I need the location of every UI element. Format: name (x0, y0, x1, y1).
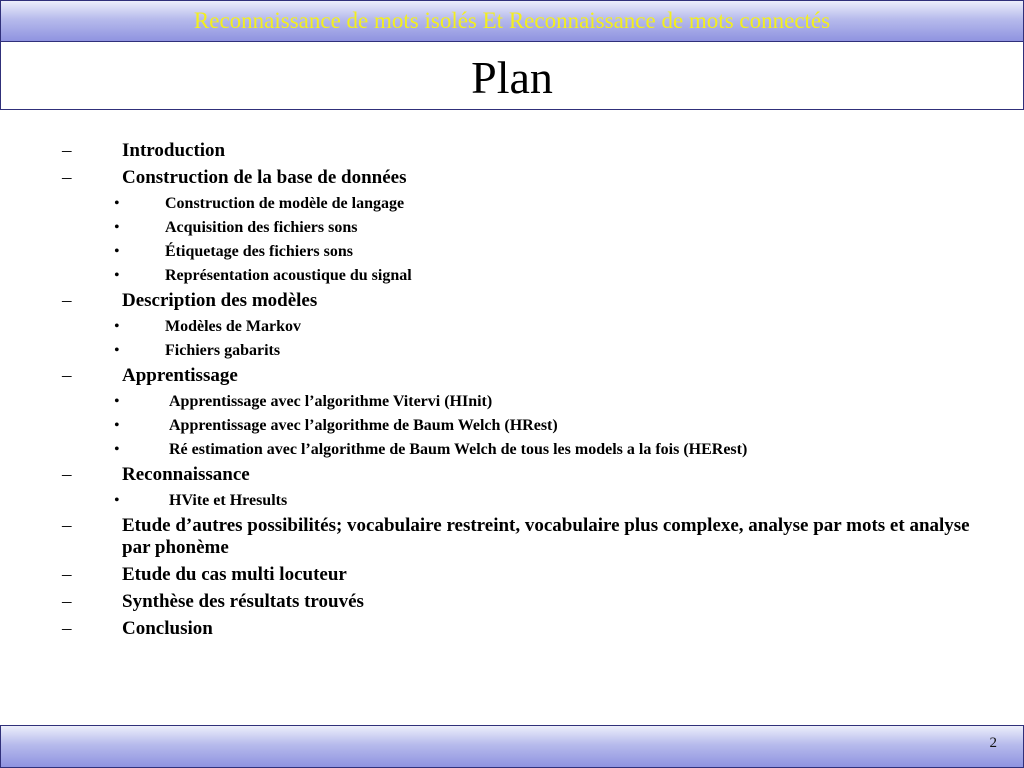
dash-marker: – (62, 591, 72, 612)
bullet-marker: • (114, 267, 120, 284)
outline-subitem-label: Ré estimation avec l’algorithme de Baum Welch de tous les models a la fois (HERest) (169, 441, 748, 458)
bullet-marker: • (114, 492, 120, 509)
footer-band (0, 725, 1024, 768)
bullet-marker: • (114, 417, 120, 434)
outline-subitem-language-model (0, 194, 1024, 214)
bullet-marker: • (114, 393, 120, 410)
outline-item-label: Reconnaissance (122, 464, 250, 485)
outline-item-label: Construction de la base de données (122, 167, 407, 188)
outline-subitem-label: Représentation acoustique du signal (165, 267, 412, 284)
page-number: 2 (989, 735, 997, 751)
outline-item-recognition (0, 464, 1024, 486)
outline-subitem-label: HVite et Hresults (169, 492, 288, 509)
outline-item-label: Description des modèles (122, 290, 318, 311)
outline-subitem-markov (0, 317, 1024, 337)
outline-item-conclusion (0, 618, 1024, 640)
outline-item-multi-speaker (0, 564, 1024, 586)
dash-marker: – (62, 167, 72, 188)
bullet-marker: • (114, 243, 120, 260)
outline-subitem-label: Fichiers gabarits (165, 342, 281, 359)
outline-subitem-templates (0, 341, 1024, 361)
bullet-marker: • (114, 441, 120, 458)
outline-subitem-acoustic (0, 266, 1024, 286)
bullet-marker: • (114, 195, 120, 212)
outline-subitem-label: Étiquetage des fichiers sons (165, 243, 353, 260)
outline-subitem-label: Acquisition des fichiers sons (165, 219, 358, 236)
bullet-marker: • (114, 342, 120, 359)
outline-item-label: Introduction (122, 140, 226, 161)
page-title: Plan (471, 52, 553, 103)
outline-item-label: Etude du cas multi locuteur (122, 564, 347, 585)
bullet-marker: • (114, 318, 120, 335)
outline-item-label: Etude d’autres possibilités; vocabulaire restreint, vocabulaire plus complexe, analyse par mots et analyse par phonème (122, 515, 970, 558)
outline-subitem-label: Apprentissage avec l’algorithme Vitervi (HInit) (169, 393, 493, 410)
dash-marker: – (62, 464, 72, 485)
header-band (0, 0, 1024, 42)
outline-item-results (0, 591, 1024, 613)
dash-marker: – (62, 515, 72, 536)
outline-item-label: Conclusion (122, 618, 213, 639)
outline-item-introduction (0, 140, 1024, 162)
dash-marker: – (62, 365, 72, 386)
outline-subitem-labeling (0, 242, 1024, 262)
outline-subitem-hinit (0, 392, 1024, 412)
outline-item-training (0, 365, 1024, 387)
bullet-marker: • (114, 219, 120, 236)
outline-item-other-possibilities (0, 515, 992, 559)
outline-subitem-hvite (0, 491, 1024, 511)
outline-item-label: Apprentissage (122, 365, 238, 386)
title-box (0, 42, 1024, 110)
outline-item-models (0, 290, 1024, 312)
outline-subitem-herest (0, 440, 1024, 460)
outline-list (0, 140, 1024, 645)
dash-marker: – (62, 618, 72, 639)
outline-item-label: Synthèse des résultats trouvés (122, 591, 364, 612)
outline-item-database (0, 167, 1024, 189)
outline-subitem-label: Construction de modèle de langage (165, 195, 405, 212)
dash-marker: – (62, 564, 72, 585)
dash-marker: – (62, 290, 72, 311)
outline-subitem-label: Apprentissage avec l’algorithme de Baum Welch (HRest) (169, 417, 558, 434)
outline-subitem-hrest (0, 416, 1024, 436)
dash-marker: – (62, 140, 72, 161)
deck-title: Reconnaissance de mots isolés Et Reconnaissance de mots connectés (193, 8, 831, 33)
outline-subitem-label: Modèles de Markov (165, 318, 301, 335)
outline-subitem-acquisition (0, 218, 1024, 238)
